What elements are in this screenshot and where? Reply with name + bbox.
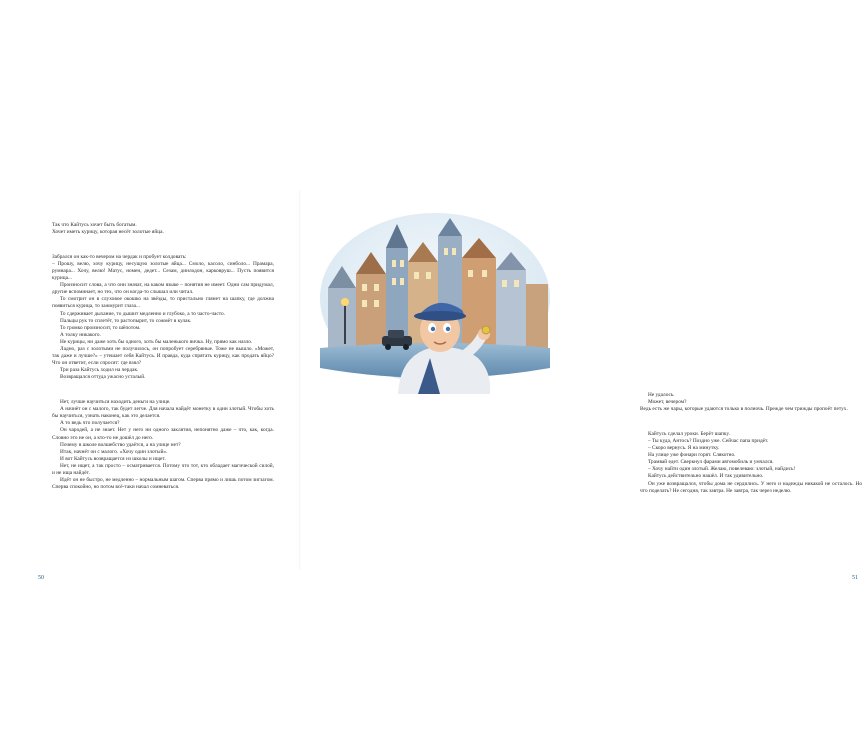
coin bbox=[482, 326, 490, 334]
paragraph: Не курицы, ни даже хоть бы одного, хоть бы маленького яичка. Ну, прямо как назло. bbox=[60, 338, 253, 345]
paragraph: Возвращался оттуда ужасно усталый. bbox=[60, 374, 146, 381]
paragraph: Трамвай едет. Сверкнул фарами автомобиль и умчался. bbox=[648, 459, 774, 466]
paragraph-gap bbox=[52, 387, 274, 394]
paragraph: Идёт он не быстро, не медленно – нормальным шагом. Сперва прямо и лишь потом зигзагом. Сперва спокойно, но потом всё-таки начал сомневаться. bbox=[52, 477, 274, 491]
paragraph: Пальцы рук то сплетёт, то растопырит, то сожмёт в кулак. bbox=[60, 317, 192, 324]
paragraph: То сдерживает дыхание, то дышит медленно и глубоко, а то часто-часто. bbox=[60, 310, 226, 317]
paragraph: Ладно, раз с золотыми не получилось, он попробует серебряные. Тоже не вышло. «Может, так даже и лучше?» – утешает себя Кайтусь. И правда, куда спрятать курицу, как продать яйцо? Что он ответит, если спросят: где взял? bbox=[52, 346, 274, 367]
paragraph: Ведь есть же чары, которые удаются только в полночь. Прежде чем трижды пропоёт петух. bbox=[640, 406, 848, 413]
paragraph: Кайтусь действительно нашёл. И так удивительно. bbox=[648, 473, 764, 480]
paragraph: А то ведь что получается? bbox=[60, 420, 120, 427]
illustration-svg bbox=[320, 218, 550, 394]
paragraph: Не удалось. bbox=[648, 392, 675, 398]
paragraph: Нет, не ищет, а так просто – осматривается. Потому что тот, кто обладает магической силой, и не ища найдёт. bbox=[52, 462, 274, 476]
paragraph: Хочет иметь курицу, которая несёт золотые яйца. bbox=[52, 229, 164, 236]
paragraph: – Прошу, велю, хочу курицу, несущую золотые яйца... Смоло, касоло, синболо... Прамара, румнара... Хочу, велю! Матус, номен, дедет... Сезам, динлодон, карковруш... Пусть появится курица... bbox=[52, 260, 274, 282]
page-number-right: 51 bbox=[852, 575, 858, 581]
paragraph: То громко произносит, то шёпотом. bbox=[60, 324, 141, 331]
paragraph: Три раза Кайтусь ходил на чердак. bbox=[60, 367, 139, 374]
paragraph-gap bbox=[52, 241, 274, 248]
paragraph: А толку никакого. bbox=[60, 331, 101, 338]
paragraph: – Хочу найти один злотый. Желаю, повелеваю: злотый, найдись! bbox=[648, 466, 796, 473]
page-number-left: 50 bbox=[38, 575, 44, 581]
paragraph: – Скоро вернусь. Я на минутку. bbox=[648, 445, 720, 452]
paragraph: Почему в школе волшебство удаётся, а на улице нет? bbox=[60, 441, 181, 448]
left-page bbox=[0, 0, 300, 750]
paragraph: И вот Кайтусь возвращается из школы и ищет. bbox=[60, 455, 166, 462]
paragraph-gap bbox=[640, 419, 862, 426]
left-page-text bbox=[52, 222, 274, 491]
paragraph: То смотрит он в слуховое окошко на звёзды, то пристально глянет на шапку, где должна появиться курица, то зажмурит глаза... bbox=[52, 296, 274, 310]
right-page-text bbox=[640, 392, 862, 495]
paragraph: Он чародей, а не знает. Нет у него ни одного заклятия, непонятно даже – что, как, когда. Словно это не он, а кто-то не дошёл до него. bbox=[52, 427, 274, 441]
paragraph: Итак, начнёт он с малого. «Хочу один злотый». bbox=[60, 448, 168, 455]
paragraph: – Ты куда, Антось? Поздно уже. Сейчас папа придёт. bbox=[648, 437, 769, 444]
paragraph: Он уже возвращался, чтобы дома не сердились. У него и надежды никакой не осталось. Но что поделать? Не сегодня, так завтра. Не завтра, так через неделю. bbox=[640, 480, 862, 494]
paragraph: Может, вечером? bbox=[648, 399, 687, 406]
paragraph: Произносит слова, а что они значат, на каком языке – понятия не имеет. Одни сам придумал, другие вспоминает, но тех, что он когда-то слышал или читал. bbox=[52, 282, 274, 296]
paragraph: Нет, лучше научиться находить деньги на улице. bbox=[60, 399, 171, 406]
paragraph: Забрался он как-то вечером на чердак и пробует колдовать: bbox=[52, 253, 187, 260]
boy-with-coin-illustration bbox=[320, 218, 550, 394]
paragraph: Кайтусь сделал уроки. Берёт шапку. bbox=[648, 430, 730, 437]
paragraph: На улице уже фонари горят. Слякотно. bbox=[648, 452, 736, 459]
paragraph: Так что Кайтусь хочет быть богатым. bbox=[52, 222, 137, 228]
paragraph: А начнёт он с малого, так будет легче. Для начала найдёт монетку в один злотый. Чтобы хоть бы научиться, узнать наконец, как это делается. bbox=[52, 406, 274, 420]
